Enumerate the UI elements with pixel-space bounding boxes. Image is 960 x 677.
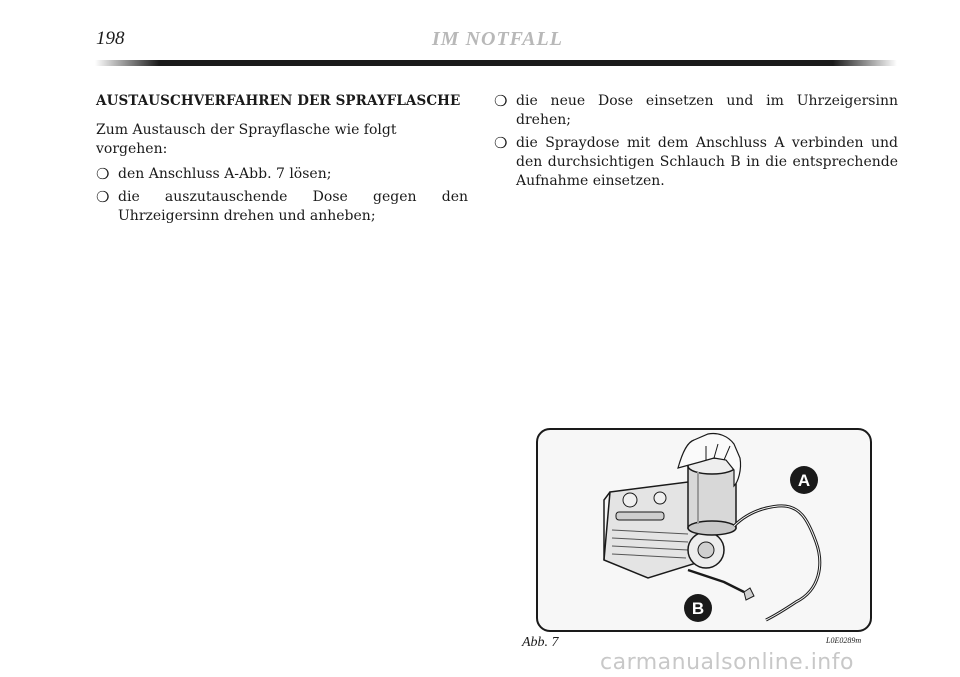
list-item-text: den Anschluss A-Abb. 7 lösen; bbox=[118, 166, 332, 182]
figure-caption: Abb. 7 bbox=[522, 635, 559, 650]
circle-bullet-icon: ❍ bbox=[96, 188, 110, 206]
section-heading: AUSTAUSCHVERFAHREN DER SPRAYFLASCHE bbox=[96, 93, 461, 109]
list-item-text: die neue Dose einsetzen und im Uhrzeigersinn drehen; bbox=[516, 93, 898, 128]
svg-text:B: B bbox=[691, 599, 705, 618]
hose-reel bbox=[688, 532, 724, 568]
right-column bbox=[494, 92, 898, 195]
list-item bbox=[96, 188, 468, 226]
svg-text:A: A bbox=[797, 471, 811, 490]
list-item bbox=[494, 134, 898, 191]
left-column bbox=[96, 92, 468, 230]
hose-a bbox=[734, 506, 820, 620]
page-number: 198 bbox=[96, 28, 125, 49]
circle-bullet-icon: ❍ bbox=[494, 92, 508, 110]
callout-b bbox=[684, 594, 712, 622]
figure-code: L0E0289m bbox=[826, 636, 862, 645]
list-item bbox=[494, 92, 898, 130]
circle-bullet-icon: ❍ bbox=[494, 134, 508, 152]
callout-a bbox=[790, 466, 818, 494]
figure-illustration bbox=[536, 428, 872, 632]
circle-bullet-icon: ❍ bbox=[96, 165, 110, 183]
header-rule bbox=[95, 60, 897, 66]
running-head: IM NOTFALL bbox=[432, 28, 563, 50]
list-item bbox=[96, 165, 468, 184]
list-item-text: die auszutauschende Dose gegen den Uhrzeigersinn drehen und anheben; bbox=[118, 189, 468, 224]
intro-paragraph: Zum Austausch der Sprayflasche wie folgt vorgehen: bbox=[96, 122, 397, 157]
hose-b bbox=[688, 570, 744, 592]
compressor-kit-illustration bbox=[538, 430, 870, 630]
spray-canister bbox=[688, 458, 736, 535]
list-item-text: die Spraydose mit dem Anschluss A verbinden und den durchsichtigen Schlauch B in die entsprechende Aufnahme einsetzen. bbox=[516, 135, 898, 189]
watermark: carmanualsonline.info bbox=[600, 650, 854, 675]
